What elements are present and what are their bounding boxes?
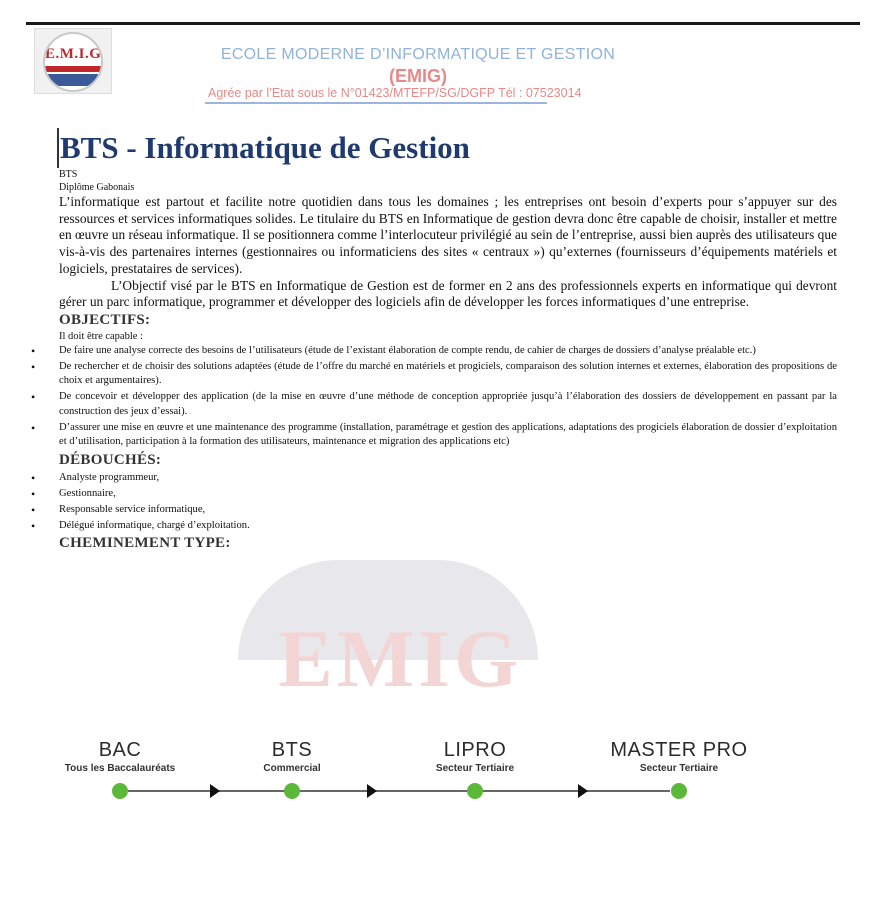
list-item: • D’assurer une mise en œuvre et une maintenance des programme (installation, paramétrage et gestion des applications, adaptations des progiciels élaboration de dossier d’exploitation et d’utilisation, participation à la formation des utilisateurs, maintenance et migration des applications etc): [59, 421, 837, 450]
pathway-node: [112, 783, 128, 799]
list-item: • Analyste programmeur,: [59, 470, 837, 486]
list-item: • De rechercher et de choisir des solutions adaptées (étude de l’offre du marché en matériels et progiciels, comparaison des solution internes et externes, élaboration des propositions de choix et argumentaires).: [59, 360, 837, 389]
pathway-step-lipro: [405, 738, 545, 776]
step-subtitle: Commercial: [263, 763, 321, 774]
objectives-heading: OBJECTIFS:: [59, 311, 151, 328]
step-title: BTS: [271, 739, 313, 761]
pathway-step-master-pro: [594, 738, 764, 776]
header-underline: [205, 102, 547, 104]
diploma-line: Diplôme Gabonais: [59, 182, 135, 193]
pathway-node: [467, 783, 483, 799]
school-name: ECOLE MODERNE D’INFORMATIQUE ET GESTION: [220, 46, 616, 63]
debouches-heading: DÉBOUCHÉS:: [59, 452, 162, 469]
step-subtitle: Secteur Tertiaire: [435, 763, 515, 774]
school-acronym: (EMIG): [389, 66, 447, 86]
list-item: • Gestionnaire,: [59, 486, 837, 502]
document-label: BTS: [59, 169, 78, 180]
document-title: BTS - Informatique de Gestion: [57, 128, 837, 168]
objectives-list: [59, 344, 837, 450]
pathway-step-bac: [50, 738, 190, 776]
list-item: • Délégué informatique, chargé d’exploitation.: [59, 518, 837, 534]
intro-paragraph: L’informatique est partout et facilite notre quotidien dans tous les domaines ; les entreprises ont besoin d’experts pour s’appuyer sur des ressources et services informatiques solides. Le titulaire du BTS en Informatique de gestion devra donc être capable de choisir, installer et mettre en œuvre un réseau informatique. Il se positionnera comme l’interlocuteur privilégié au sein de l’entreprise, aussi bien auprès des utilisateurs que vis-à-vis des partenaires internes (gestionnaires ou informaticiens des sites « centraux ») qu’externes (fournisseurs d’équipements matériels et logiciels, prestataires de services).: [59, 194, 837, 276]
arrow-right-icon: [578, 784, 588, 798]
pathway-node: [284, 783, 300, 799]
list-item: • Responsable service informatique,: [59, 502, 837, 518]
step-subtitle: Secteur Tertiaire: [639, 763, 719, 774]
school-logo: [34, 28, 112, 94]
objective-paragraph: L’Objectif visé par le BTS en Informatique de Gestion est de former en 2 ans des professionnels experts en informatique qui devront gérer un parc informatique, programmer et développer des logiciels afin de développer les forces informatiques d’une entreprise.: [59, 277, 837, 310]
list-item: • De faire une analyse correcte des besoins de l’utilisateurs (étude de l’existant élaboration de compte rendu, de cahier de charges de dossiers d’analyse préalable etc.): [59, 344, 837, 359]
debouches-list: [59, 470, 837, 534]
school-agreement: Agrée par l’Etat sous le N°01423/MTEFP/SG/DGFP Tél : 07523014: [208, 86, 582, 100]
arrow-right-icon: [367, 784, 377, 798]
logo-emblem: [43, 32, 103, 92]
logo-text: E.M.I.G: [45, 46, 102, 62]
watermark-text: EMIG: [278, 613, 522, 704]
logo-band-blue: [45, 74, 101, 86]
arrow-right-icon: [210, 784, 220, 798]
pathway-line: [128, 790, 670, 792]
pathway-step-bts: [222, 738, 362, 776]
top-border: [26, 22, 860, 25]
step-subtitle: Tous les Baccalauréats: [64, 763, 176, 774]
pathway-node: [671, 783, 687, 799]
objectives-intro: Il doit être capable :: [59, 330, 143, 342]
document-body: [59, 128, 837, 553]
list-item: • De concevoir et développer des application (de la mise en œuvre d’une méthode de conception appropriée jusqu’à l’élaboration des dossiers de développement en passant par la construction des jeux d’essai).: [59, 390, 837, 419]
logo-band: [45, 66, 101, 72]
step-title: BAC: [98, 739, 142, 761]
pathway-heading: CHEMINEMENT TYPE:: [59, 535, 231, 552]
step-title: LIPRO: [443, 739, 507, 761]
step-title: MASTER PRO: [610, 739, 748, 761]
